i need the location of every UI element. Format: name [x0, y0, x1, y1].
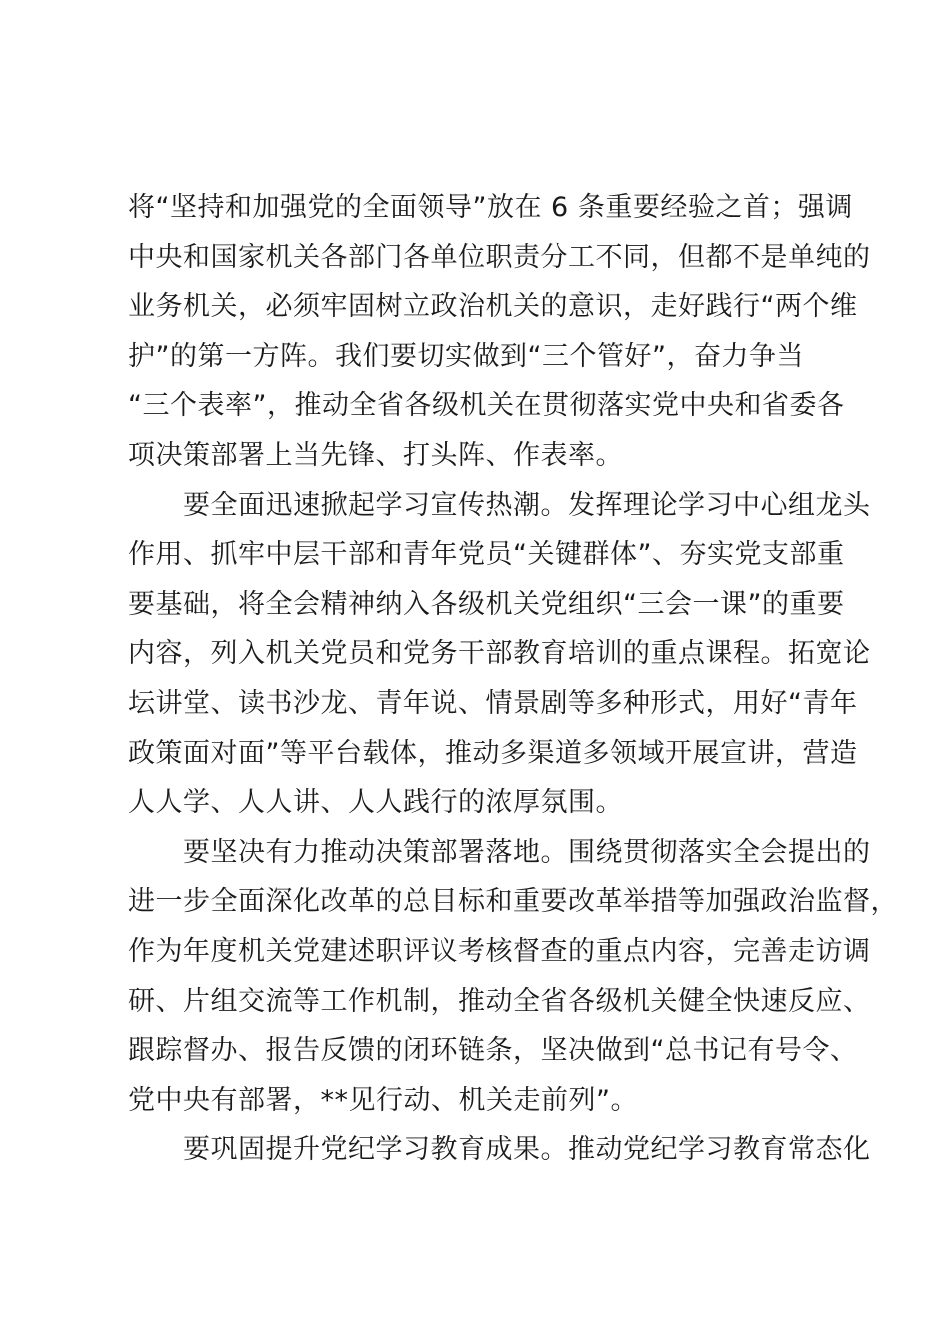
- text-line: 坛讲堂、读书沙龙、青年说、情景剧等多种形式，用好“青年: [128, 687, 858, 719]
- text-line: 作用、抓牢中层干部和青年党员“关键群体”、夯实党支部重: [128, 539, 845, 571]
- text-line: 跟踪督办、报告反馈的闭环链条，坚决做到“总书记有号令、: [128, 1035, 858, 1067]
- text-line: 中央和国家机关各部门各单位职责分工不同，但都不是单纯的: [128, 241, 871, 273]
- text-line: 要巩固提升党纪学习教育成果。推动党纪学习教育常态化: [128, 1134, 871, 1166]
- text-line: 人人学、人人讲、人人践行的浓厚氛围。: [128, 787, 623, 819]
- text-line: 内容，列入机关党员和党务干部教育培训的重点课程。拓宽论: [128, 638, 871, 670]
- text-line: 研、片组交流等工作机制，推动全省各级机关健全快速反应、: [128, 985, 871, 1017]
- text-line: “三个表率”，推动全省各级机关在贯彻落实党中央和省委各: [128, 390, 845, 422]
- text-line: 要全面迅速掀起学习宣传热潮。发挥理论学习中心组龙头: [128, 489, 871, 521]
- text-line: 要基础，将全会精神纳入各级机关党组织“三会一课”的重要: [128, 588, 845, 620]
- text-line: 作为年度机关党建述职评议考核督查的重点内容，完善走访调: [128, 935, 871, 967]
- text-line: 项决策部署上当先锋、打头阵、作表率。: [128, 439, 623, 471]
- text-line: 党中央有部署，**见行动、机关走前列”。: [128, 1084, 638, 1116]
- text-line: 进一步全面深化改革的总目标和重要改革举措等加强政治监督，: [128, 886, 898, 918]
- text-line: 业务机关，必须牢固树立政治机关的意识，走好践行“两个维: [128, 291, 858, 323]
- body-text: [128, 183, 898, 1175]
- text-line: 护”的第一方阵。我们要切实做到“三个管好”，奋力争当: [128, 340, 804, 372]
- text-line: 将“坚持和加强党的全面领导”放在 6 条重要经验之首；强调: [128, 192, 853, 223]
- text-line: 要坚决有力推动决策部署落地。围绕贯彻落实全会提出的: [128, 836, 871, 868]
- text-line: 政策面对面”等平台载体，推动多渠道多领域开展宣讲，营造: [128, 737, 858, 769]
